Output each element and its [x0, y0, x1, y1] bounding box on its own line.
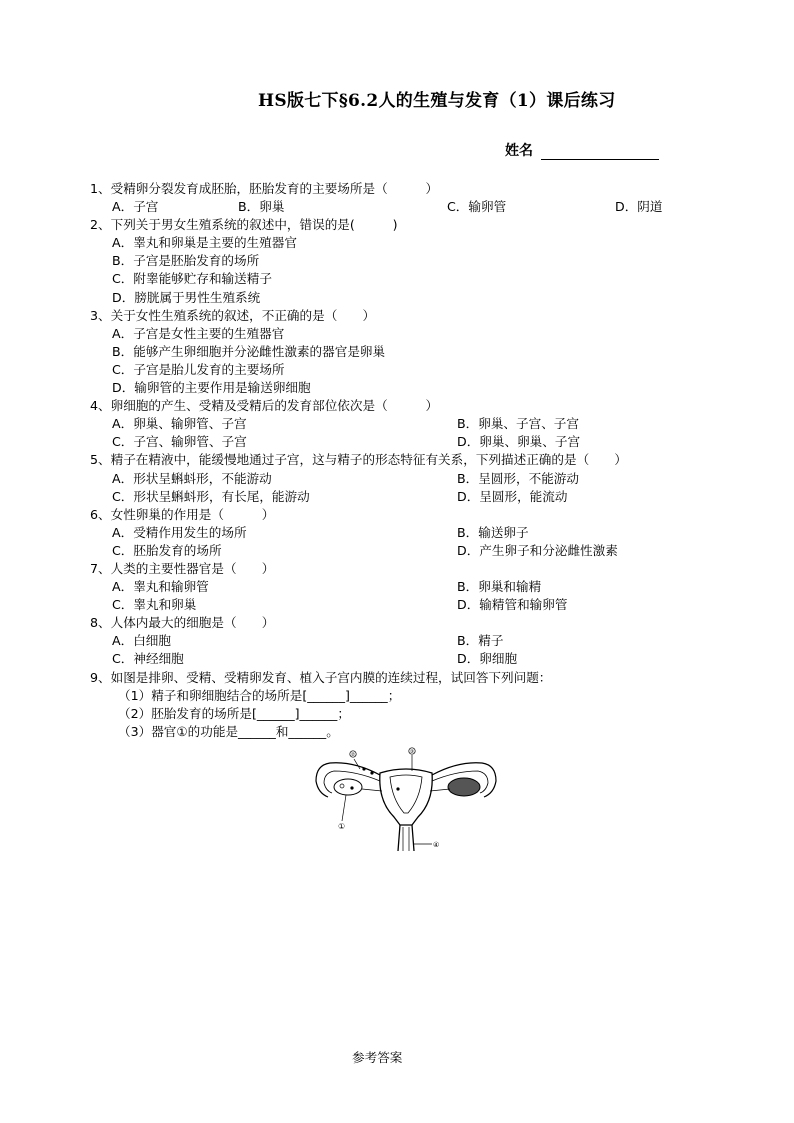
answer-option: D．输精管和输卵管 [457, 597, 568, 613]
q-option [90, 343, 710, 361]
diagram-label-2: ② [350, 752, 356, 758]
answer-option: D．卵细胞 [457, 651, 518, 667]
question-stem: 2、下列关于男女生殖系统的叙述中，错误的是( ) [90, 217, 398, 233]
q-stem [90, 614, 710, 632]
answer-option: D．输卵管的主要作用是输送卵细胞 [112, 380, 311, 396]
answer-option: A．睾丸和卵巢是主要的生殖器官 [112, 235, 297, 251]
answer-option: B．呈圆形，不能游动 [457, 470, 579, 486]
answer-option: C．输卵管 [447, 199, 507, 215]
q-stem [90, 560, 710, 578]
answer-option: B．卵巢和输精 [457, 579, 542, 595]
q-options-2 [90, 524, 710, 542]
answer-option: C．胚胎发育的场所 [112, 542, 222, 558]
q-option [90, 234, 710, 252]
q-options-2 [90, 542, 710, 560]
answer-option: A．形状呈蝌蚪形，不能游动 [112, 470, 272, 486]
answer-option: C．子宫是胎儿发育的主要场所 [112, 361, 285, 377]
q-stem [90, 506, 710, 524]
question-stem: 9、如图是排卵、受精、受精卵发育、植入子宫内膜的连续过程，试回答下列问题： [90, 669, 552, 685]
answer-option: A．子宫是女性主要的生殖器官 [112, 325, 285, 341]
question-stem: 6、女性卵巢的作用是（ ） [90, 506, 275, 522]
female-reproductive-system-diagram [308, 743, 504, 855]
name-label: 姓名 [505, 143, 533, 159]
q-sub [90, 723, 710, 741]
question-stem: 8、人体内最大的细胞是（ ） [90, 615, 275, 631]
q-option [90, 361, 710, 379]
q-stem [90, 669, 710, 687]
q-stem [90, 180, 710, 198]
answer-option: A．卵巢、输卵管、子宫 [112, 416, 247, 432]
q-stem [90, 451, 710, 469]
q-option [90, 252, 710, 270]
sub-question: （3）器官①的功能是______和______。 [118, 723, 339, 739]
q-stem [90, 397, 710, 415]
answer-option: B．能够产生卵细胞并分泌雌性激素的器官是卵巢 [112, 343, 386, 359]
q-options-2 [90, 632, 710, 650]
answer-option: D．膀胱属于男性生殖系统 [112, 289, 261, 305]
q-options-2 [90, 433, 710, 451]
answer-option: D．产生卵子和分泌雌性激素 [457, 542, 618, 558]
answer-option: D．呈圆形，能流动 [457, 488, 568, 504]
question-stem: 3、关于女性生殖系统的叙述，不正确的是（ ） [90, 307, 376, 323]
q-options-2 [90, 470, 710, 488]
answer-option: C．睾丸和卵巢 [112, 597, 197, 613]
name-field [505, 140, 659, 160]
q-sub [90, 705, 710, 723]
answer-option: B．精子 [457, 633, 504, 649]
question-stem: 7、人类的主要性器官是（ ） [90, 560, 275, 576]
answer-option: A．睾丸和输卵管 [112, 579, 209, 595]
diagram-label-1: ① [338, 822, 346, 831]
page-title: HS版七下§6.2人的生殖与发育（1）课后练习 [258, 91, 616, 111]
answer-option: C．形状呈蝌蚪形，有长尾，能游动 [112, 488, 310, 504]
q-options-2 [90, 578, 710, 596]
q-stem [90, 307, 710, 325]
q-sub [90, 687, 710, 705]
answer-option: D．阴道 [615, 199, 663, 215]
answer-option: A．受精作用发生的场所 [112, 524, 247, 540]
answer-option: B．输送卵子 [457, 524, 529, 540]
question-stem: 1、受精卵分裂发育成胚胎，胚胎发育的主要场所是（ ） [90, 181, 439, 196]
answer-option: D．卵巢、卵巢、子宫 [457, 434, 581, 450]
q-stem [90, 216, 710, 234]
q-options-2 [90, 596, 710, 614]
question-stem: 5、精子在精液中，能缓慢地通过子宫，这与精子的形态特征有关系，下列描述正确的是（ ） [90, 452, 627, 468]
q-option [90, 270, 710, 288]
q-option [90, 379, 710, 397]
name-blank-line[interactable] [541, 145, 659, 160]
q-options-2 [90, 488, 710, 506]
answer-option: A．白细胞 [112, 633, 171, 649]
diagram-label-4: ④ [433, 841, 440, 849]
sub-question: （2）胚胎发育的场所是[______]______； [118, 705, 350, 721]
answer-option: C．神经细胞 [112, 651, 184, 667]
answer-option: B．卵巢、子宫、子宫 [457, 416, 579, 432]
answer-option: C．子宫、输卵管、子宫 [112, 434, 247, 450]
question-list [90, 180, 710, 741]
answer-option: B．卵巢 [238, 199, 285, 215]
answer-key-heading: 参考答案 [352, 1050, 403, 1065]
answer-option: A．子宫 [112, 199, 159, 215]
q-options-2 [90, 650, 710, 668]
answer-option: C．附睾能够贮存和输送精子 [112, 271, 272, 287]
q-options-2 [90, 415, 710, 433]
sub-question: （1）精子和卵细胞结合的场所是[______]______； [118, 687, 401, 703]
q-option [90, 325, 710, 343]
q-options-4 [90, 198, 710, 216]
q-option [90, 289, 710, 307]
question-stem: 4、卵细胞的产生、受精及受精后的发育部位依次是（ ） [90, 398, 439, 414]
diagram-label-3: ③ [409, 749, 415, 755]
answer-option: B．子宫是胚胎发育的场所 [112, 253, 260, 269]
